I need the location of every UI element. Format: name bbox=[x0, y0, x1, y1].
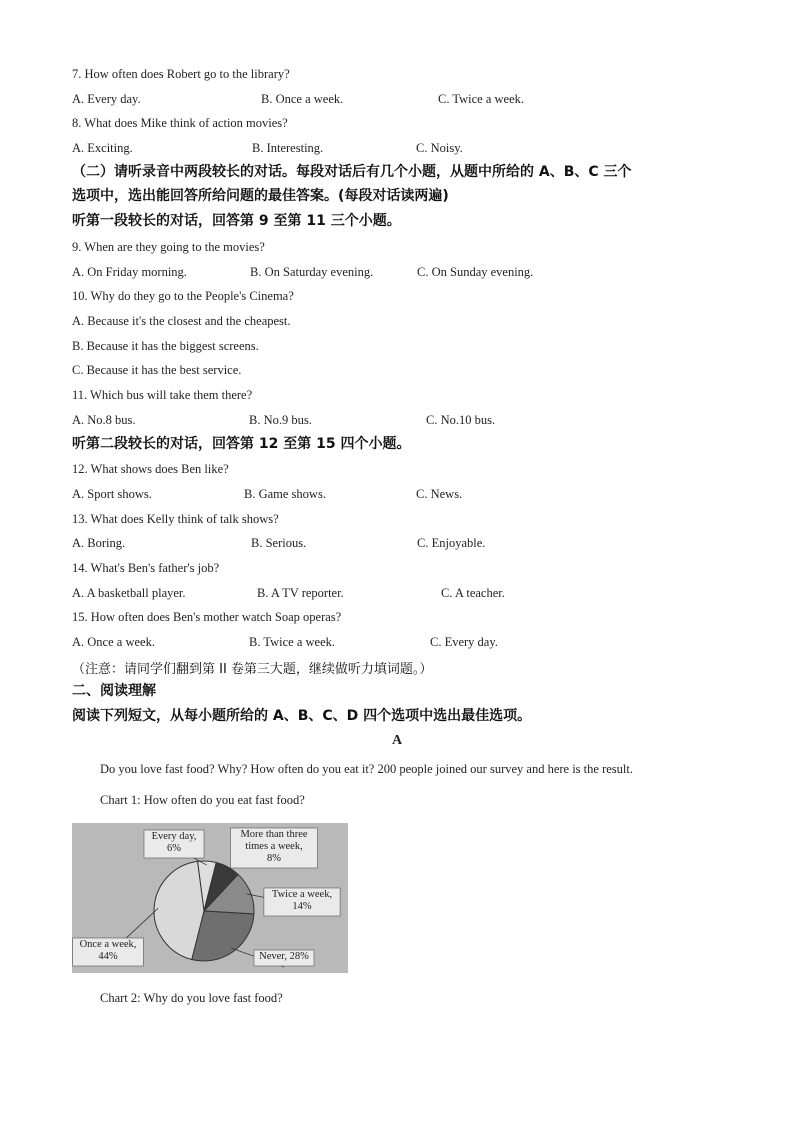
q10-option-b: B. Because it has the biggest screens. bbox=[72, 339, 259, 353]
q7-option-c: C. Twice a week. bbox=[438, 92, 525, 106]
passage-label: A bbox=[391, 733, 403, 748]
chart2-caption: Chart 2: Why do you love fast food? bbox=[100, 991, 283, 1005]
reading-instruction: 阅读下列短文，从每小题所给的 A、B、C、D 四个选项中选出最佳选项。 bbox=[72, 708, 532, 724]
q7-text: 7. How often does Robert go to the library? bbox=[72, 67, 290, 81]
chart1-caption: Chart 1: How often do you eat fast food? bbox=[100, 793, 305, 807]
q12-option-a: A. Sport shows. bbox=[72, 487, 152, 501]
q10-option-a: A. Because it's the closest and the cheapest. bbox=[72, 314, 291, 328]
dialog1-instruction: 听第一段较长的对话，回答第 9 至第 11 三个小题。 bbox=[72, 213, 401, 229]
q8-option-c: C. Noisy. bbox=[416, 141, 463, 155]
q9-option-b: B. On Saturday evening. bbox=[250, 265, 374, 279]
q12-option-c: C. News. bbox=[416, 487, 463, 501]
q11-text: 11. Which bus will take them there? bbox=[72, 388, 253, 402]
q14-option-a: A. A basketball player. bbox=[72, 586, 186, 600]
q15-option-c: C. Every day. bbox=[430, 635, 498, 649]
q8-option-a: A. Exciting. bbox=[72, 141, 133, 155]
q7-option-b: B. Once a week. bbox=[261, 92, 344, 106]
q14-option-c: C. A teacher. bbox=[441, 586, 505, 600]
q10-text: 10. Why do they go to the People's Cinema? bbox=[72, 289, 294, 303]
q9-option-a: A. On Friday morning. bbox=[72, 265, 187, 279]
q15-text: 15. How often does Ben's mother watch Soap operas? bbox=[72, 610, 342, 624]
pie-slice-label: Every day, bbox=[151, 831, 197, 842]
dialog2-instruction: 听第二段较长的对话，回答第 12 至第 15 四个小题。 bbox=[72, 436, 411, 452]
pie-slice-label: Once a week, bbox=[79, 939, 137, 950]
q11-option-b: B. No.9 bus. bbox=[249, 413, 312, 427]
q12-option-b: B. Game shows. bbox=[244, 487, 326, 501]
section2-instruction-line2: 选项中，选出能回答所给问题的最佳答案。(每段对话读两遍) bbox=[72, 188, 449, 204]
pie-slice-label: Twice a week, bbox=[271, 889, 333, 900]
q15-option-a: A. Once a week. bbox=[72, 635, 155, 649]
q14-text: 14. What's Ben's father's job? bbox=[72, 561, 220, 575]
pie-slice-label: times a week, bbox=[245, 841, 303, 852]
q9-text: 9. When are they going to the movies? bbox=[72, 240, 265, 254]
q11-option-a: A. No.8 bus. bbox=[72, 413, 136, 427]
q12-text: 12. What shows does Ben like? bbox=[72, 462, 229, 476]
q9-option-c: C. On Sunday evening. bbox=[417, 265, 534, 279]
q13-option-c: C. Enjoyable. bbox=[417, 536, 486, 550]
q15-option-b: B. Twice a week. bbox=[249, 635, 336, 649]
q8-text: 8. What does Mike think of action movies? bbox=[72, 116, 288, 130]
reading-heading: 二、阅读理解 bbox=[72, 683, 156, 699]
q13-option-b: B. Serious. bbox=[251, 536, 307, 550]
q13-option-a: A. Boring. bbox=[72, 536, 126, 550]
note-text: （注意：请同学们翻到第 II 卷第三大题，继续做听力填词题。） bbox=[72, 662, 433, 677]
pie-slice-label: 8% bbox=[267, 853, 281, 864]
pie-slice-label: More than three bbox=[240, 829, 308, 840]
pie-slice-label: 44% bbox=[98, 951, 118, 962]
q10-option-c: C. Because it has the best service. bbox=[72, 363, 242, 377]
q13-text: 13. What does Kelly think of talk shows? bbox=[72, 512, 279, 526]
pie-slice-label: 6% bbox=[167, 843, 181, 854]
pie-slice-label: 14% bbox=[292, 901, 312, 912]
section2-instruction-line1: （二）请听录音中两段较长的对话。每段对话后有几个小题，从题中所给的 A、B、C 三个 bbox=[72, 164, 632, 180]
pie-slice-label: Never, 28% bbox=[259, 951, 309, 962]
q11-option-c: C. No.10 bus. bbox=[426, 413, 496, 427]
q8-option-b: B. Interesting. bbox=[252, 141, 324, 155]
passage-intro: Do you love fast food? Why? How often do you eat it? 200 people joined our survey and here is the result. bbox=[100, 762, 633, 776]
q14-option-b: B. A TV reporter. bbox=[257, 586, 344, 600]
chart1-pie-chart bbox=[72, 823, 348, 973]
q7-option-a: A. Every day. bbox=[72, 92, 141, 106]
